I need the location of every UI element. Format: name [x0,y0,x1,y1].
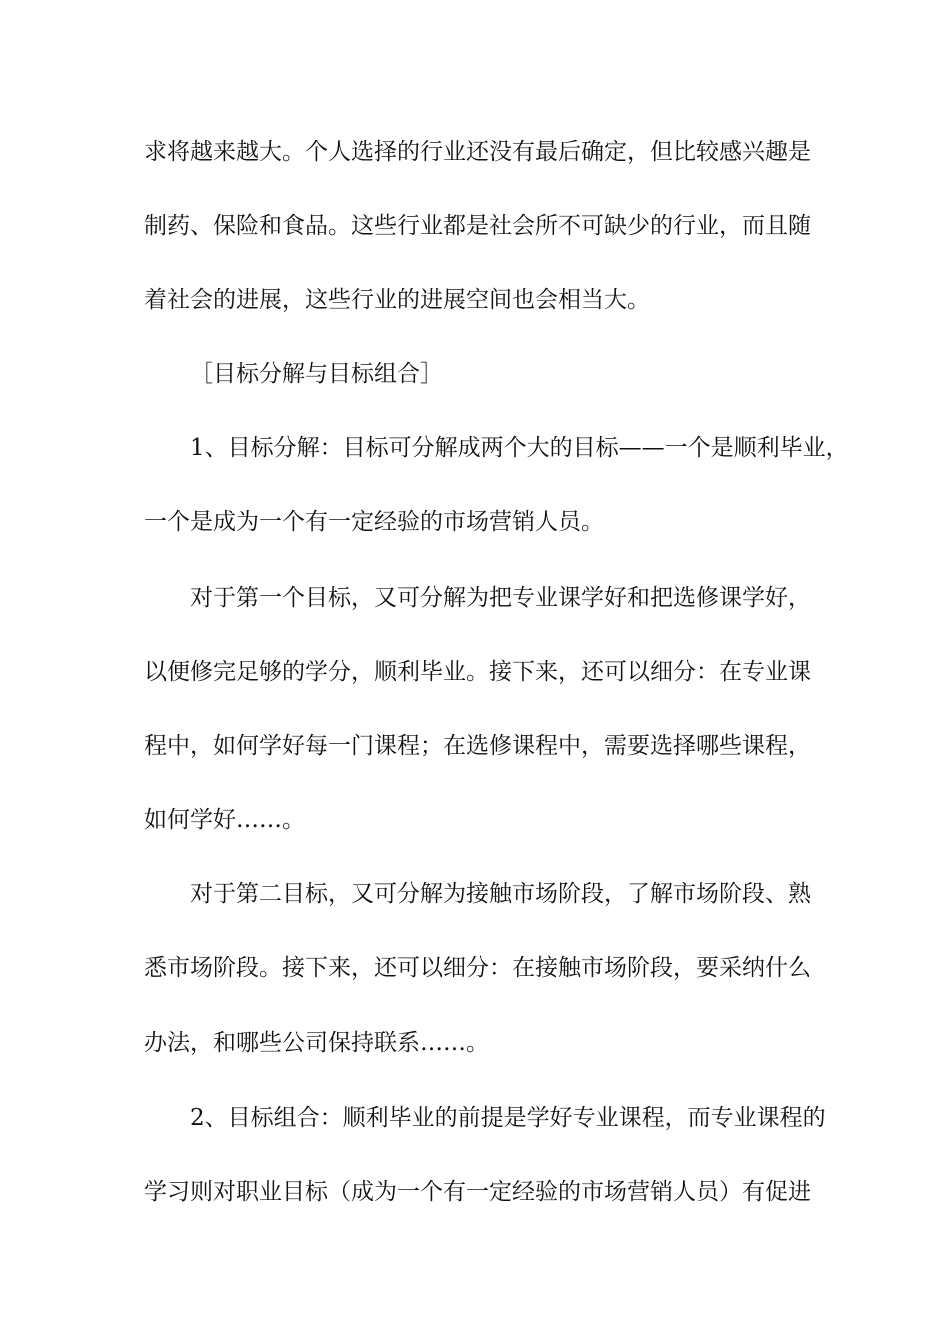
text-line [0,654,950,690]
paragraph-text: 以便修完足够的学分，顺利毕业。接下来，还可以细分：在专业课 [144,659,811,685]
text-line [0,504,950,540]
text-line [0,430,950,466]
text-line [0,1174,950,1210]
paragraph-text: 一个是成为一个有一定经验的市场营销人员。 [144,509,604,535]
text-line [0,728,950,764]
text-line [0,134,950,170]
text-line [0,282,950,318]
section-heading: ［目标分解与目标组合］ [190,361,443,387]
paragraph-text: 对于第二目标，又可分解为接触市场阶段，了解市场阶段、熟 [190,881,811,907]
paragraph-text: 对于第一个目标，又可分解为把专业课学好和把选修课学好， [190,585,811,611]
paragraph-text: 程中，如何学好每一门课程；在选修课程中，需要选择哪些课程， [144,733,811,759]
paragraph-text: 2、目标组合：顺利毕业的前提是学好专业课程，而专业课程的 [190,1105,826,1131]
paragraph-text: 制药、保险和食品。这些行业都是社会所不可缺少的行业，而且随 [144,213,811,239]
text-line [0,1100,950,1136]
paragraph-text: 悉市场阶段。接下来，还可以细分：在接触市场阶段，要采纳什么 [144,955,811,981]
paragraph-text: 如何学好……。 [144,807,305,833]
paragraph-text: 着社会的进展，这些行业的进展空间也会相当大。 [144,287,650,313]
paragraph-text: 学习则对职业目标（成为一个有一定经验的市场营销人员）有促进 [144,1179,811,1205]
text-line [0,580,950,616]
text-line [0,1025,950,1061]
paragraph-text: 1、目标分解：目标可分解成两个大的目标——一个是顺利毕业， [190,435,849,461]
text-line [0,950,950,986]
text-line [0,208,950,244]
text-line [0,802,950,838]
paragraph-text: 办法，和哪些公司保持联系……。 [144,1030,489,1056]
text-line [0,876,950,912]
section-heading-line [0,356,950,392]
paragraph-text: 求将越来越大。个人选择的行业还没有最后确定，但比较感兴趣是 [144,139,811,165]
